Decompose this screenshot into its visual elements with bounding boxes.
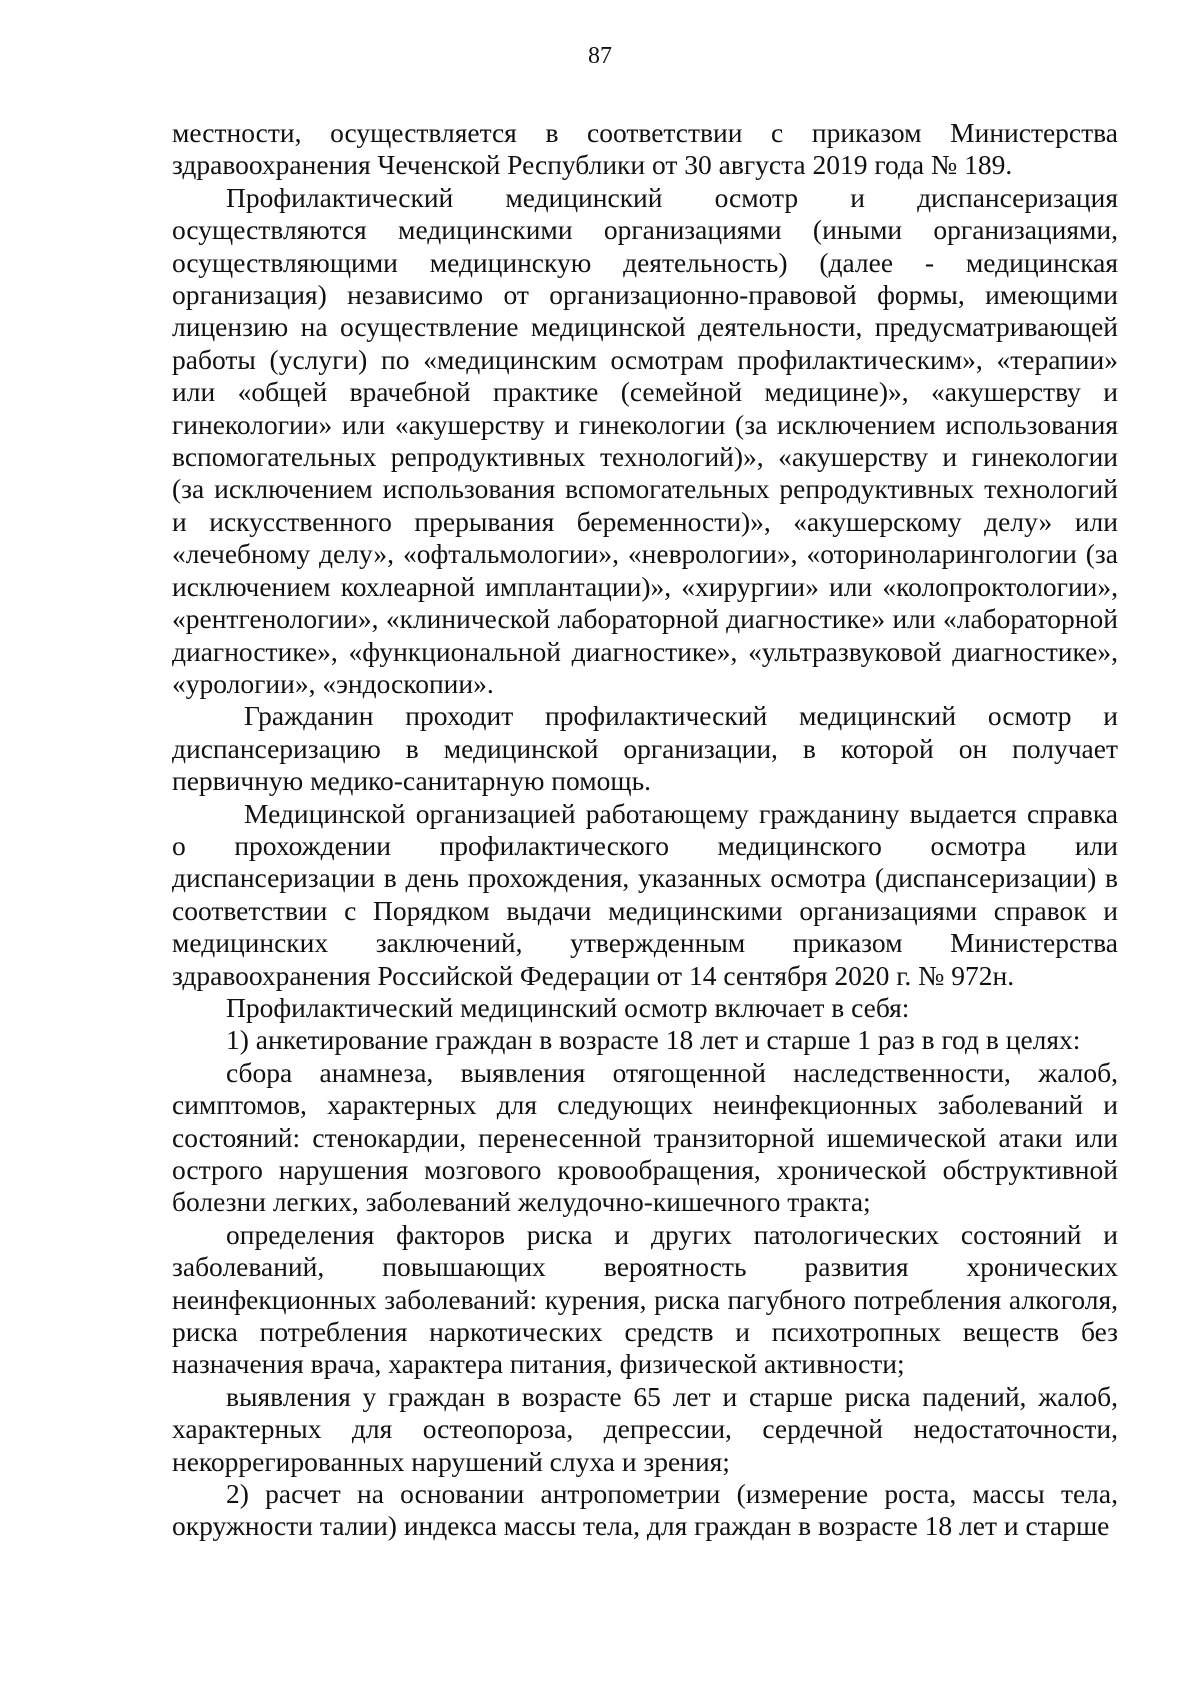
paragraph: 1) анкетирование граждан в возрасте 18 лет и старше 1 раз в год в целях: xyxy=(226,1024,1081,1056)
paragraph: Медицинской организацией работающему гражданину выдается справка о прохождении профилактического медицинского осмотра или диспансеризации в день прохождения, указанных осмотра (диспансеризации) в соответствии с Порядком выдачи медицинскими организациями справок и медицинских заключений, утвержденным приказом Министерства здравоохранения Российской Федерации от 14 сентября 2020 г. № 972н. xyxy=(172,797,1118,991)
paragraph: 2) расчет на основании антропометрии (измерение роста, массы тела, окружности талии) индекса массы тела, для граждан в возрасте 18 лет и старше xyxy=(172,1478,1118,1542)
paragraph: Профилактический медицинский осмотр включает в себя: xyxy=(226,991,910,1023)
paragraph: местности, осуществляется в соответствии с приказом Министерства здравоохранения Чеченской Республики от 30 августа 2019 года № 189. xyxy=(172,117,1118,181)
paragraph: Гражданин проходит профилактический медицинский осмотр и диспансеризацию в медицинской организации, в которой он получает первичную медико-санитарную помощь. xyxy=(172,700,1118,797)
paragraph: Профилактический медицинский осмотр и диспансеризация осуществляются медицинскими организациями (иными организациями, осуществляющими медицинскую деятельность) (далее - медицинская организация) независимо от организационно-правовой формы, имеющими лицензию на осуществление медицинской деятельности, предусматривающей работы (услуги) по «медицинским осмотрам профилактическим», «терапии» или «общей врачебной практике (семейной медицине)», «акушерству и гинекологии» или «акушерству и гинекологии (за исключением использования вспомогательных репродуктивных технологий)», «акушерству и гинекологии (за исключением использования вспомогательных репродуктивных технологий и искусственного прерывания беременности)», «акушерскому делу» или «лечебному делу», «офтальмологии», «неврологии», «оториноларингологии (за исключением кохлеарной имплантации)», «хирургии» или «колопроктологии», «рентгенологии», «клинической лабораторной диагностике» или «лабораторной диагностике», «функциональной диагностике», «ультразвуковой диагностике», «урологии», «эндоскопии». xyxy=(172,181,1118,699)
paragraph: сбора анамнеза, выявления отягощенной наследственности, жалоб, симптомов, характерных для следующих неинфекционных заболеваний и состояний: стенокардии, перенесенной транзиторной ишемической атаки или острого нарушения мозгового кровообращения, хронической обструктивной болезни легких, заболеваний желудочно-кишечного тракта; xyxy=(172,1056,1118,1218)
paragraph: выявления у граждан в возрасте 65 лет и старше риска падений, жалоб, характерных для остеопороза, депрессии, сердечной недостаточности, некоррегированных нарушений слуха и зрения; xyxy=(172,1380,1118,1477)
paragraph: определения факторов риска и других патологических состояний и заболеваний, повышающих вероятность развития хронических неинфекционных заболеваний: курения, риска пагубного потребления алкоголя, риска потребления наркотических средств и психотропных веществ без назначения врача, характера питания, физической активности; xyxy=(172,1218,1118,1380)
document-body xyxy=(172,117,1118,1543)
page-number: 87 xyxy=(588,43,612,69)
